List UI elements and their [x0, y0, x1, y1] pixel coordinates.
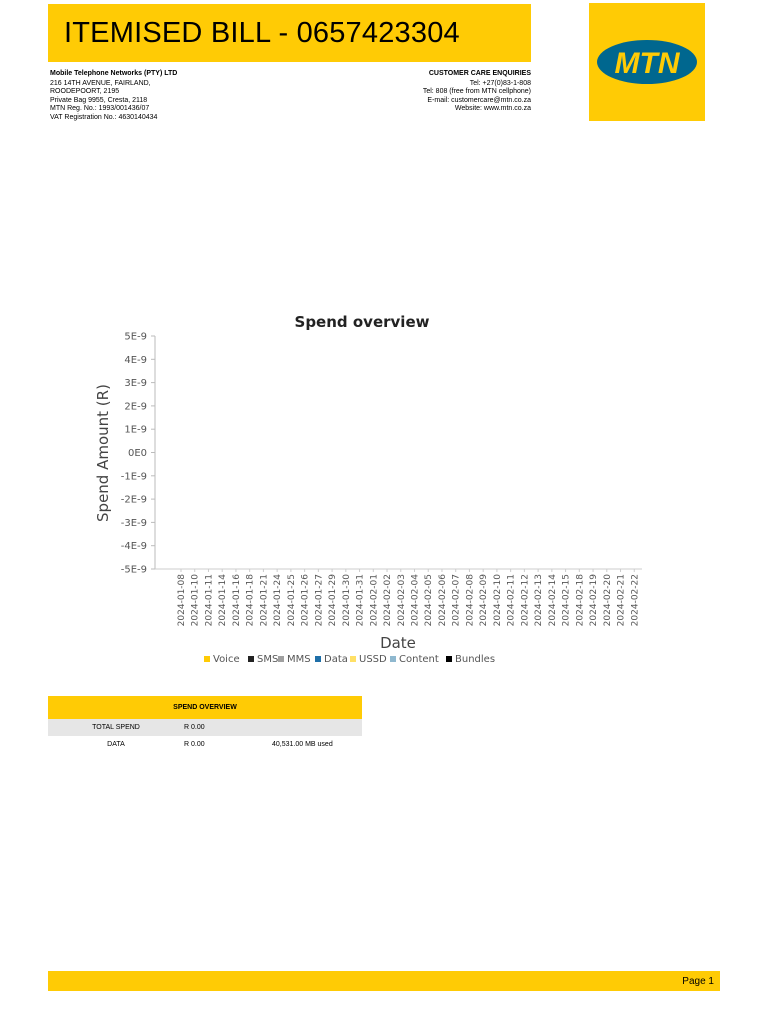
- chart-title: Spend overview: [294, 313, 430, 331]
- x-tick-label: 2024-01-08: [177, 574, 187, 627]
- legend-swatch: [350, 656, 356, 662]
- company-reg-number: MTN Reg. No.: 1993/001436/07: [50, 105, 150, 112]
- x-tick-label: 2024-02-11: [506, 574, 517, 627]
- page-footer: [48, 971, 720, 991]
- y-tick-label: 5E-9: [124, 331, 147, 343]
- x-tick-label: 2024-02-02: [383, 574, 394, 627]
- legend-item-label: Content: [399, 654, 439, 665]
- customer-care-tel-free: Tel: 808 (free from MTN cellphone): [422, 88, 531, 95]
- x-tick-label: 2024-02-12: [520, 574, 531, 627]
- x-tick-label: 2024-02-03: [396, 574, 407, 627]
- legend-item-label: MMS: [287, 654, 311, 665]
- row-label: TOTAL SPEND: [92, 724, 140, 731]
- y-tick-label: 1E-9: [124, 424, 147, 436]
- legend-swatch: [278, 656, 284, 662]
- bill-title: ITEMISED BILL - 0657423304: [64, 16, 460, 49]
- row-label: DATA: [107, 741, 125, 748]
- customer-care-email: E-mail: customercare@mtn.co.za: [427, 96, 531, 104]
- x-tick-label: 2024-01-10: [190, 574, 201, 627]
- spend-table-heading: SPEND OVERVIEW: [48, 696, 362, 719]
- x-tick-label: 2024-02-01: [369, 574, 380, 627]
- customer-care-heading: CUSTOMER CARE ENQUIRIES: [428, 70, 531, 77]
- legend-item-label: Bundles: [455, 654, 496, 665]
- legend-item-label: SMS: [257, 654, 279, 665]
- y-tick-label: -1E-9: [120, 471, 147, 483]
- y-tick-label: 3E-9: [124, 378, 147, 390]
- x-tick-label: 2024-02-14: [547, 574, 558, 627]
- table-row: [48, 719, 362, 736]
- company-address-line: 216 14TH AVENUE, FAIRLAND,: [50, 79, 151, 87]
- company-vat-number: VAT Registration No.: 4630140434: [50, 113, 158, 121]
- row-note: 40,531.00 MB used: [272, 741, 333, 748]
- spend-chart-svg: [0, 300, 768, 680]
- table-row: [48, 736, 362, 753]
- mtn-logo-icon: [589, 3, 705, 121]
- x-tick-label: 2024-02-18: [575, 574, 586, 627]
- legend-swatch: [204, 656, 210, 662]
- y-axis-label: Spend Amount (R): [94, 384, 112, 522]
- company-address-line: Private Bag 9955, Cresta, 2118: [50, 96, 148, 104]
- page-number: Page 1: [682, 975, 714, 987]
- x-tick-label: 2024-02-19: [589, 574, 600, 627]
- customer-care-website: Website: www.mtn.co.za: [454, 105, 531, 112]
- x-tick-label: 2024-02-05: [424, 574, 435, 627]
- x-tick-label: 2024-02-04: [410, 574, 421, 627]
- company-address-line: ROODEPOORT, 2195: [50, 88, 120, 95]
- y-tick-label: -2E-9: [120, 494, 147, 506]
- legend-item-label: USSD: [359, 654, 387, 665]
- x-tick-label: 2024-01-18: [245, 574, 256, 627]
- spend-overview-table: [48, 696, 362, 753]
- y-tick-label: 2E-9: [124, 401, 147, 413]
- legend-item-label: Data: [324, 654, 348, 665]
- x-tick-label: 2024-02-08: [465, 574, 476, 627]
- legend-swatch: [446, 656, 452, 662]
- customer-care-tel: Tel: +27(0)83-1-808: [469, 79, 531, 87]
- legend-swatch: [315, 656, 321, 662]
- y-tick-label: 4E-9: [124, 354, 147, 366]
- x-tick-label: 2024-02-22: [630, 574, 641, 627]
- legend-swatch: [390, 656, 396, 662]
- x-tick-label: 2024-02-06: [437, 574, 448, 627]
- x-tick-label: 2024-01-16: [231, 574, 242, 627]
- legend-swatch: [248, 656, 254, 662]
- x-tick-label: 2024-01-11: [204, 574, 215, 627]
- x-tick-label: 2024-02-21: [616, 574, 627, 627]
- y-tick-label: -4E-9: [120, 541, 147, 553]
- legend-item-label: Voice: [213, 654, 240, 665]
- x-tick-label: 2024-01-25: [286, 574, 297, 627]
- company-name: Mobile Telephone Networks (PTY) LTD: [50, 70, 178, 77]
- y-tick-label: 0E0: [127, 448, 147, 459]
- x-axis-label: Date: [380, 634, 416, 652]
- mtn-logo: [589, 3, 705, 121]
- x-tick-label: 2024-01-14: [218, 574, 229, 627]
- x-tick-label: 2024-01-27: [314, 574, 325, 627]
- x-tick-label: 2024-01-31: [355, 574, 366, 627]
- x-tick-label: 2024-02-15: [561, 574, 572, 627]
- x-tick-label: 2024-01-30: [341, 574, 352, 627]
- y-tick-label: -5E-9: [120, 564, 147, 576]
- company-info: [50, 70, 177, 122]
- x-tick-label: 2024-02-13: [534, 574, 545, 627]
- x-tick-label: 2024-02-10: [492, 574, 503, 627]
- x-tick-label: 2024-02-07: [451, 574, 462, 627]
- spend-overview-chart: [0, 300, 768, 680]
- x-tick-label: 2024-01-24: [273, 574, 284, 627]
- x-tick-label: 2024-02-20: [602, 574, 613, 627]
- logo-text: MTN: [614, 47, 680, 80]
- row-amount: R 0.00: [184, 741, 205, 748]
- x-tick-label: 2024-01-21: [259, 574, 270, 627]
- row-amount: R 0.00: [184, 724, 205, 731]
- x-tick-label: 2024-01-29: [328, 574, 339, 627]
- x-tick-label: 2024-01-26: [300, 574, 311, 627]
- x-tick-label: 2024-02-09: [479, 574, 490, 627]
- y-tick-label: -3E-9: [120, 517, 147, 529]
- customer-care-info: [423, 70, 531, 114]
- bill-title-bar: [48, 4, 531, 62]
